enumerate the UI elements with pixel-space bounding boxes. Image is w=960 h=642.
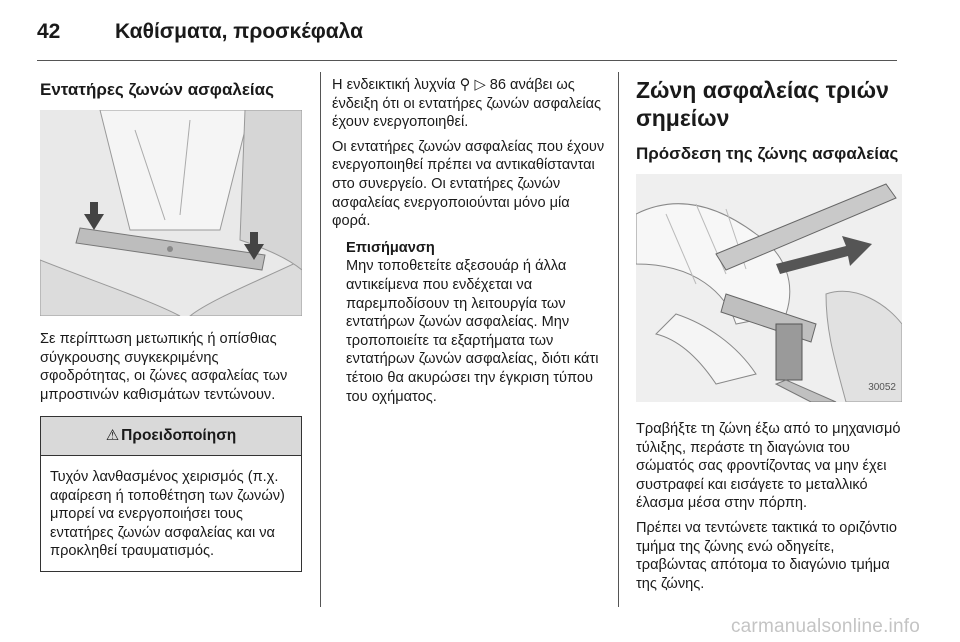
lap-belt-drawing	[40, 110, 302, 316]
indicator-text-suffix: ανάβει ως ένδειξη ότι οι εντατήρες ζωνών ασφαλείας έχουν ενεργοποιηθεί.	[332, 77, 602, 131]
warning-title	[41, 417, 301, 456]
warning-title-label: Προειδοποίηση	[121, 427, 237, 445]
replacement-paragraph: Οι εντατήρες ζωνών ασφαλείας που έχουν ενεργοποιηθεί πρέπει να αντικαθίστανται στο συνεργείο. Οι εντατήρες ζωνών ασφαλείας ενεργοποιούνται μόνο μία φορά.	[332, 138, 605, 230]
tension-paragraph: Πρέπει να τεντώνετε τακτικά το οριζόντιο τμήμα της ζώνης ενώ οδηγείτε, τραβώντας απότομα το διαγώνιο τμήμα της ζώνης.	[636, 519, 897, 592]
warning-box	[40, 416, 302, 572]
indicator-text-prefix: Η ενδεικτική λυχνία	[332, 77, 456, 93]
section-heading-three-point-belt: Ζώνη ασφαλείας τριών σημείων	[636, 77, 889, 131]
subheading-fastening: Πρόσδεση της ζώνης ασφαλείας	[636, 144, 899, 163]
column-divider	[320, 72, 321, 607]
seatbelt-pretensioner-lamp-icon: ⚲	[459, 77, 471, 93]
page-number: 42	[37, 20, 61, 43]
indicator-paragraph	[332, 76, 610, 132]
notice-block	[346, 239, 610, 406]
pretensioner-illustration	[40, 110, 302, 316]
notice-text: Μην τοποθετείτε αξεσουάρ ή άλλα αντικείμενα που ενδέχεται να παρεμποδίσουν τη λειτουργία των εντατήρων ζωνών ασφαλείας. Μην τροποποιείτε τα εξαρτήματα των εντατήρων ζωνών ασφαλείας, διότι κάτι τέτοιο θα ακυρώσει την έγκριση τύπου του οχήματος.	[346, 258, 599, 405]
pretensioner-paragraph: Σε περίπτωση μετωπικής ή οπίσθιας σύγκρουσης συγκεκριμένης σφοδρότητας, οι ζώνες ασφαλείας των μπροστινών καθισμάτων τεντώνουν.	[40, 331, 288, 403]
figure-id: 30052	[868, 382, 896, 394]
section-heading-pretensioners: Εντατήρες ζωνών ασφαλείας	[40, 80, 274, 99]
watermark: carmanualsonline.info	[730, 616, 920, 637]
page-reference-number[interactable]: 86	[489, 77, 506, 93]
header-rule	[37, 60, 897, 61]
column-1	[40, 80, 305, 572]
column-2	[332, 76, 610, 406]
fastening-illustration	[636, 174, 902, 402]
notice-title: Επισήμανση	[346, 239, 435, 256]
buckle-drawing	[636, 174, 902, 402]
fastening-paragraph: Τραβήξτε τη ζώνη έξω από το μηχανισμό τύλιξης, περάστε τη διαγώνια του σώματός σας φροντίζοντας να μην έχει συστραφεί και εισάγετε το μεταλλικό έλασμα μέσα στην πόρπη.	[636, 421, 901, 512]
running-title: Καθίσματα, προσκέφαλα	[115, 20, 363, 43]
warning-triangle-icon: ⚠	[105, 427, 120, 445]
column-divider	[618, 72, 619, 607]
warning-text: Τυχόν λανθασμένος χειρισμός (π.χ. αφαίρεση ή τοποθέτηση των ζωνών) μπορεί να ενεργοποιήσει τους εντατήρες ζωνών ασφαλείας και να προκληθεί τραυματισμός.	[50, 468, 285, 560]
column-3	[636, 76, 902, 599]
page-reference-arrow-icon: ▷	[474, 77, 486, 93]
